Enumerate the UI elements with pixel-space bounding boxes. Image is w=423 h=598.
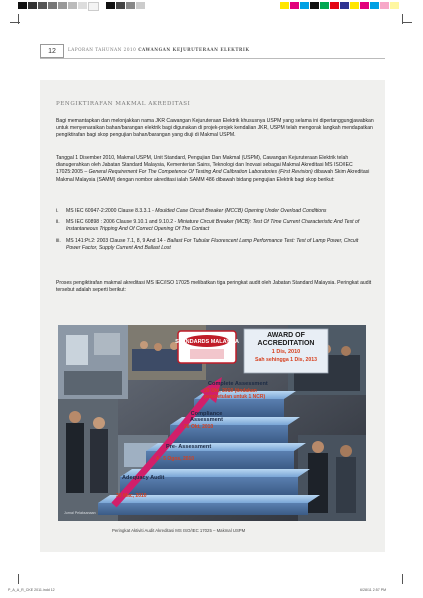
step-compliance-date: 26 Okt, 2010 xyxy=(184,424,214,430)
paragraph-2 xyxy=(56,155,374,184)
registration-bar-gray xyxy=(18,2,146,9)
footer-timestamp: 6/28/11 2:57 PM xyxy=(360,588,387,592)
running-head-left: LAPORAN TAHUNAN 2010 xyxy=(68,47,137,52)
step-complete-date-2: pembetulan untuk 1 NCR) xyxy=(204,394,266,400)
photo-credit: Jurnal Pelaksanaan xyxy=(64,511,96,515)
list-italic: Moulded Case Circuit Breaker (MCCB) Opening Under Overload Conditions xyxy=(155,208,327,214)
section-title: PENGIKTIRAFAN MAKMAL AKREDITASI xyxy=(56,101,191,107)
photo-lab-left xyxy=(58,325,128,399)
page-number: 12 xyxy=(40,44,64,58)
accreditation-figure xyxy=(58,325,366,521)
header-rule xyxy=(40,58,385,59)
list-text: MS IEC 60947-2:2000 Clause 8.3.3.1 - xyxy=(66,208,156,214)
award-heading xyxy=(244,332,328,364)
list-item xyxy=(56,238,374,252)
award-note: Sah sehingga 1 Dis, 2013 xyxy=(255,357,317,363)
footer-file: P_A_A_R_CKE 2011.indd 12 xyxy=(8,588,55,592)
list-number: iii. xyxy=(56,237,61,244)
photo-people-right xyxy=(298,435,366,521)
list-italic: Miniature Circuit Breaker (MCB): Test Of Time Current Characteristic And Test of Instantaneous Tripping And Of Correct Opening Of The Contact xyxy=(66,219,360,233)
running-head-right: CAWANGAN KEJURUTERAAN ELEKTRIK xyxy=(138,47,250,52)
step-pre-date: 4 - 5 Ogos, 2010 xyxy=(156,456,195,462)
award-title-2: ACCREDITATION xyxy=(257,340,315,347)
list-number: ii. xyxy=(56,219,60,226)
crop-mark xyxy=(402,574,403,584)
step-adequacy-date: 30 Mac, 2010 xyxy=(116,493,147,499)
step-adequacy-label: Adequacy Audit xyxy=(122,475,165,481)
list-item xyxy=(56,219,374,233)
crop-mark xyxy=(10,22,20,23)
paragraph-2-tail: dibawah Skim Akreditasi Makmal Malaysia (SAMM) dengan nombor akreditasi ialah SAMM 486 dibawah bidang pengujian Elektrik bagi skop berikut: xyxy=(56,169,370,183)
logo-text: STANDARDS MALAYSIA xyxy=(175,339,239,345)
registration-bar-color xyxy=(280,2,400,9)
award-title: AWARD OF xyxy=(267,332,305,339)
step-complete-label: Complete Assessment xyxy=(208,381,268,387)
running-head xyxy=(68,47,250,52)
step-pre-label: Pre- Assessment xyxy=(166,444,212,450)
paragraph-1: Bagi memantapkan dan melonjakkan nama JKR Cawangan Kejuruteraan Elektrik khususnya USPM yang selama ini dipertanggungjawabkan untuk menyenaraikan bahan/barangan elektrik bagi digunakan di projek-projek kendalian JKR, USPM telah mengorak langkah mendapatkan pengiktirafan bagi skop pengujian bahan/barangan yang diuji di Makmal USPM. xyxy=(56,118,374,139)
step-compliance-label xyxy=(190,411,223,423)
standards-malaysia-logo xyxy=(175,331,239,363)
step-compliance-label-2: Assessment xyxy=(190,417,223,423)
paragraph-3: Proses pengiktirafan makmal akreditasi MS IEC/ISO 17025 melibatkan tiga peringkat audit oleh Jabatan Standard Malaysia. Peringkat audit tersebut adalah seperti berikut: xyxy=(56,280,372,294)
award-date: 1 Dis, 2010 xyxy=(271,349,301,355)
crop-mark xyxy=(402,22,412,23)
paragraph-2-italic: General Requirement For The Competence Of Testing And Calibration Laboratories (First Revision) xyxy=(88,169,313,176)
list-text: MS IEC 60898 : 2006 Clause 9.10.1 and 9.10.2 - xyxy=(66,219,178,226)
list-item xyxy=(56,208,374,215)
paragraph-2-text: Tanggal 1 Disember 2010, Makmal USPM, Unit Standard, Pengujian Dan Makmal (USPM), Cawangan Kejuruteraan Elektrik telah dianugerahkan oleh Jabatan Standard Malaysia, Kementerian Sains, Teknologi dan Inovasi sebagai Makmal Akreditasi MS ISO/IEC 17025:2005 – xyxy=(56,155,353,176)
step-complete-date-1: 29 Okt, 2010 (tindakan xyxy=(204,388,257,394)
step-complete-date xyxy=(204,388,265,400)
list-number: i. xyxy=(56,208,59,214)
figure-caption: Peringkat Aktiviti Audit Akreditasi MS ISO/IEC 17025 – Makmal USPM xyxy=(112,528,246,533)
crop-mark xyxy=(18,574,19,584)
list-text: MS 141:Pt.2: 2003 Clause 7.1, 8, 9 And 14 - xyxy=(66,237,168,244)
scope-list xyxy=(56,208,374,256)
step-compliance-label-1: Compliance xyxy=(190,411,223,417)
list-italic: Ballast For Tubular Fluorescent Lamp Performance Test: Test of Lamp Power, Circuit Power Factor, Supply Current And Ballast Lost xyxy=(66,237,359,251)
